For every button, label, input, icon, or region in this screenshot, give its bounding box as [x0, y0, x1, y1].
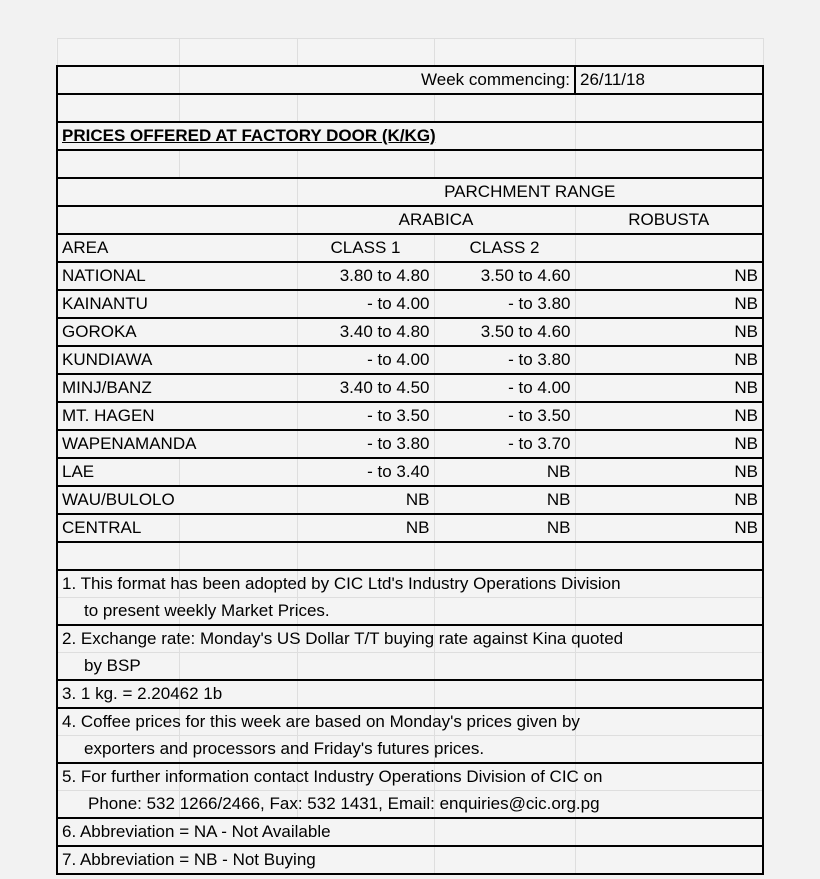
cell-blank — [434, 680, 575, 708]
note-text: 3. 1 kg. = 2.20462 1b — [57, 680, 179, 708]
cell-blank — [575, 150, 763, 178]
row-robusta: NB — [575, 262, 763, 290]
table-row — [57, 374, 763, 402]
cell-blank — [179, 150, 297, 178]
note-text: 5. For further information contact Industry Operations Division of CIC on — [57, 763, 179, 791]
row-class1: - to 4.00 — [297, 290, 434, 318]
cell-blank — [575, 122, 763, 150]
cell-blank — [57, 206, 297, 234]
note-text: 1. This format has been adopted by CIC Ltd's Industry Operations Division — [57, 570, 179, 598]
spacer-row-2 — [57, 150, 763, 178]
cell-blank — [297, 542, 434, 570]
table-row — [57, 402, 763, 430]
row-class2: - to 3.50 — [434, 402, 575, 430]
class2-header: CLASS 2 — [434, 234, 575, 262]
note-row — [57, 625, 763, 653]
cell-blank — [434, 94, 575, 122]
class1-header: CLASS 1 — [297, 234, 434, 262]
cell-blank — [57, 150, 179, 178]
note-text: 6. Abbreviation = NA - Not Available — [57, 818, 434, 846]
cell-blank — [57, 542, 179, 570]
row-area: WAU/BULOLO — [57, 486, 297, 514]
row-area: GOROKA — [57, 318, 297, 346]
week-commencing-row — [57, 66, 763, 94]
column-header-row — [57, 234, 763, 262]
row-robusta: NB — [575, 402, 763, 430]
row-class2: - to 4.00 — [434, 374, 575, 402]
cell-blank — [434, 846, 575, 874]
row-class2: 3.50 to 4.60 — [434, 262, 575, 290]
table-row — [57, 290, 763, 318]
cell-blank — [179, 514, 297, 542]
spacer-row-top — [57, 39, 763, 67]
row-class1: - to 3.40 — [297, 458, 434, 486]
row-area: KAINANTU — [57, 290, 297, 318]
cell-blank — [297, 94, 434, 122]
row-robusta: NB — [575, 290, 763, 318]
row-class2: - to 3.70 — [434, 430, 575, 458]
note-row-cont — [57, 791, 763, 819]
cell-blank — [434, 150, 575, 178]
row-class2: NB — [434, 486, 575, 514]
row-area: WAPENAMANDA — [57, 430, 297, 458]
cell-blank — [575, 94, 763, 122]
row-class1: NB — [297, 486, 434, 514]
cell-blank — [57, 94, 179, 122]
note-row — [57, 680, 763, 708]
table-row — [57, 514, 763, 542]
row-area: MT. HAGEN — [57, 402, 297, 430]
row-class2: NB — [434, 458, 575, 486]
spacer-row-3 — [57, 542, 763, 570]
cell-blank — [575, 39, 763, 67]
cell-blank — [575, 763, 763, 791]
cell-blank — [179, 458, 297, 486]
table-row — [57, 458, 763, 486]
cell-blank — [297, 39, 434, 67]
cell-blank — [179, 653, 297, 681]
spreadsheet-sheet — [56, 38, 762, 875]
note-row — [57, 763, 763, 791]
row-area: KUNDIAWA — [57, 346, 297, 374]
note-row — [57, 846, 763, 874]
row-robusta: NB — [575, 514, 763, 542]
row-class1: NB — [297, 514, 434, 542]
cell-blank — [434, 653, 575, 681]
table-row — [57, 318, 763, 346]
note-row-cont — [57, 653, 763, 681]
robusta-header: ROBUSTA — [575, 206, 763, 234]
cell-blank — [179, 94, 297, 122]
row-robusta: NB — [575, 486, 763, 514]
cell-blank — [575, 542, 763, 570]
coffee-type-row — [57, 206, 763, 234]
row-robusta: NB — [575, 430, 763, 458]
row-area: MINJ/BANZ — [57, 374, 297, 402]
cell-blank — [434, 598, 575, 626]
note-text-cont: exporters and processors and Friday's futures prices. — [57, 736, 179, 764]
price-sheet-table — [56, 38, 764, 875]
row-class1: 3.40 to 4.80 — [297, 318, 434, 346]
cell-blank — [434, 818, 575, 846]
cell-blank — [57, 39, 179, 67]
cell-blank — [575, 708, 763, 736]
table-row — [57, 346, 763, 374]
cell-blank — [575, 598, 763, 626]
row-class2: 3.50 to 4.60 — [434, 318, 575, 346]
note-text-cont: to present weekly Market Prices. — [57, 598, 179, 626]
row-class1: 3.40 to 4.50 — [297, 374, 434, 402]
row-class1: 3.80 to 4.80 — [297, 262, 434, 290]
title-row — [57, 122, 763, 150]
row-class1: - to 3.50 — [297, 402, 434, 430]
parchment-range-row — [57, 178, 763, 206]
note-text: 2. Exchange rate: Monday's US Dollar T/T buying rate against Kina quoted — [57, 625, 179, 653]
cell-blank — [575, 234, 763, 262]
row-area: LAE — [57, 458, 179, 486]
row-robusta: NB — [575, 346, 763, 374]
note-row — [57, 818, 763, 846]
row-robusta: NB — [575, 318, 763, 346]
cell-blank — [575, 818, 763, 846]
cell-blank — [57, 178, 297, 206]
note-row — [57, 708, 763, 736]
note-row-cont — [57, 598, 763, 626]
cell-blank — [575, 653, 763, 681]
page-title: PRICES OFFERED AT FACTORY DOOR (K/KG) — [57, 122, 575, 150]
note-text: 7. Abbreviation = NB - Not Buying — [57, 846, 434, 874]
row-class2: - to 3.80 — [434, 346, 575, 374]
row-area: CENTRAL — [57, 514, 179, 542]
week-commencing-value: 26/11/18 — [575, 66, 763, 94]
row-class2: - to 3.80 — [434, 290, 575, 318]
cell-blank — [575, 736, 763, 764]
table-row — [57, 262, 763, 290]
note-text-cont: by BSP — [57, 653, 179, 681]
note-text-cont: Phone: 532 1266/2466, Fax: 532 1431, Email: enquiries@cic.org.pg — [57, 791, 179, 819]
note-row — [57, 570, 763, 598]
cell-blank — [575, 846, 763, 874]
area-header: AREA — [57, 234, 297, 262]
table-row — [57, 430, 763, 458]
cell-blank — [179, 39, 297, 67]
cell-blank — [297, 150, 434, 178]
cell-blank — [434, 39, 575, 67]
table-row — [57, 486, 763, 514]
note-text: 4. Coffee prices for this week are based on Monday's prices given by — [57, 708, 179, 736]
row-class1: - to 3.80 — [297, 430, 434, 458]
cell-blank — [297, 680, 434, 708]
cell-blank — [179, 542, 297, 570]
arabica-header: ARABICA — [297, 206, 575, 234]
cell-blank — [575, 680, 763, 708]
row-robusta: NB — [575, 458, 763, 486]
row-robusta: NB — [575, 374, 763, 402]
note-row-cont — [57, 736, 763, 764]
cell-blank — [297, 653, 434, 681]
row-class1: - to 4.00 — [297, 346, 434, 374]
cell-blank — [434, 542, 575, 570]
parchment-range-header: PARCHMENT RANGE — [297, 178, 763, 206]
spacer-row-1 — [57, 94, 763, 122]
row-class2: NB — [434, 514, 575, 542]
row-area: NATIONAL — [57, 262, 297, 290]
cell-blank — [57, 66, 179, 94]
week-commencing-label: Week commencing: — [179, 66, 575, 94]
cell-blank — [575, 791, 763, 819]
